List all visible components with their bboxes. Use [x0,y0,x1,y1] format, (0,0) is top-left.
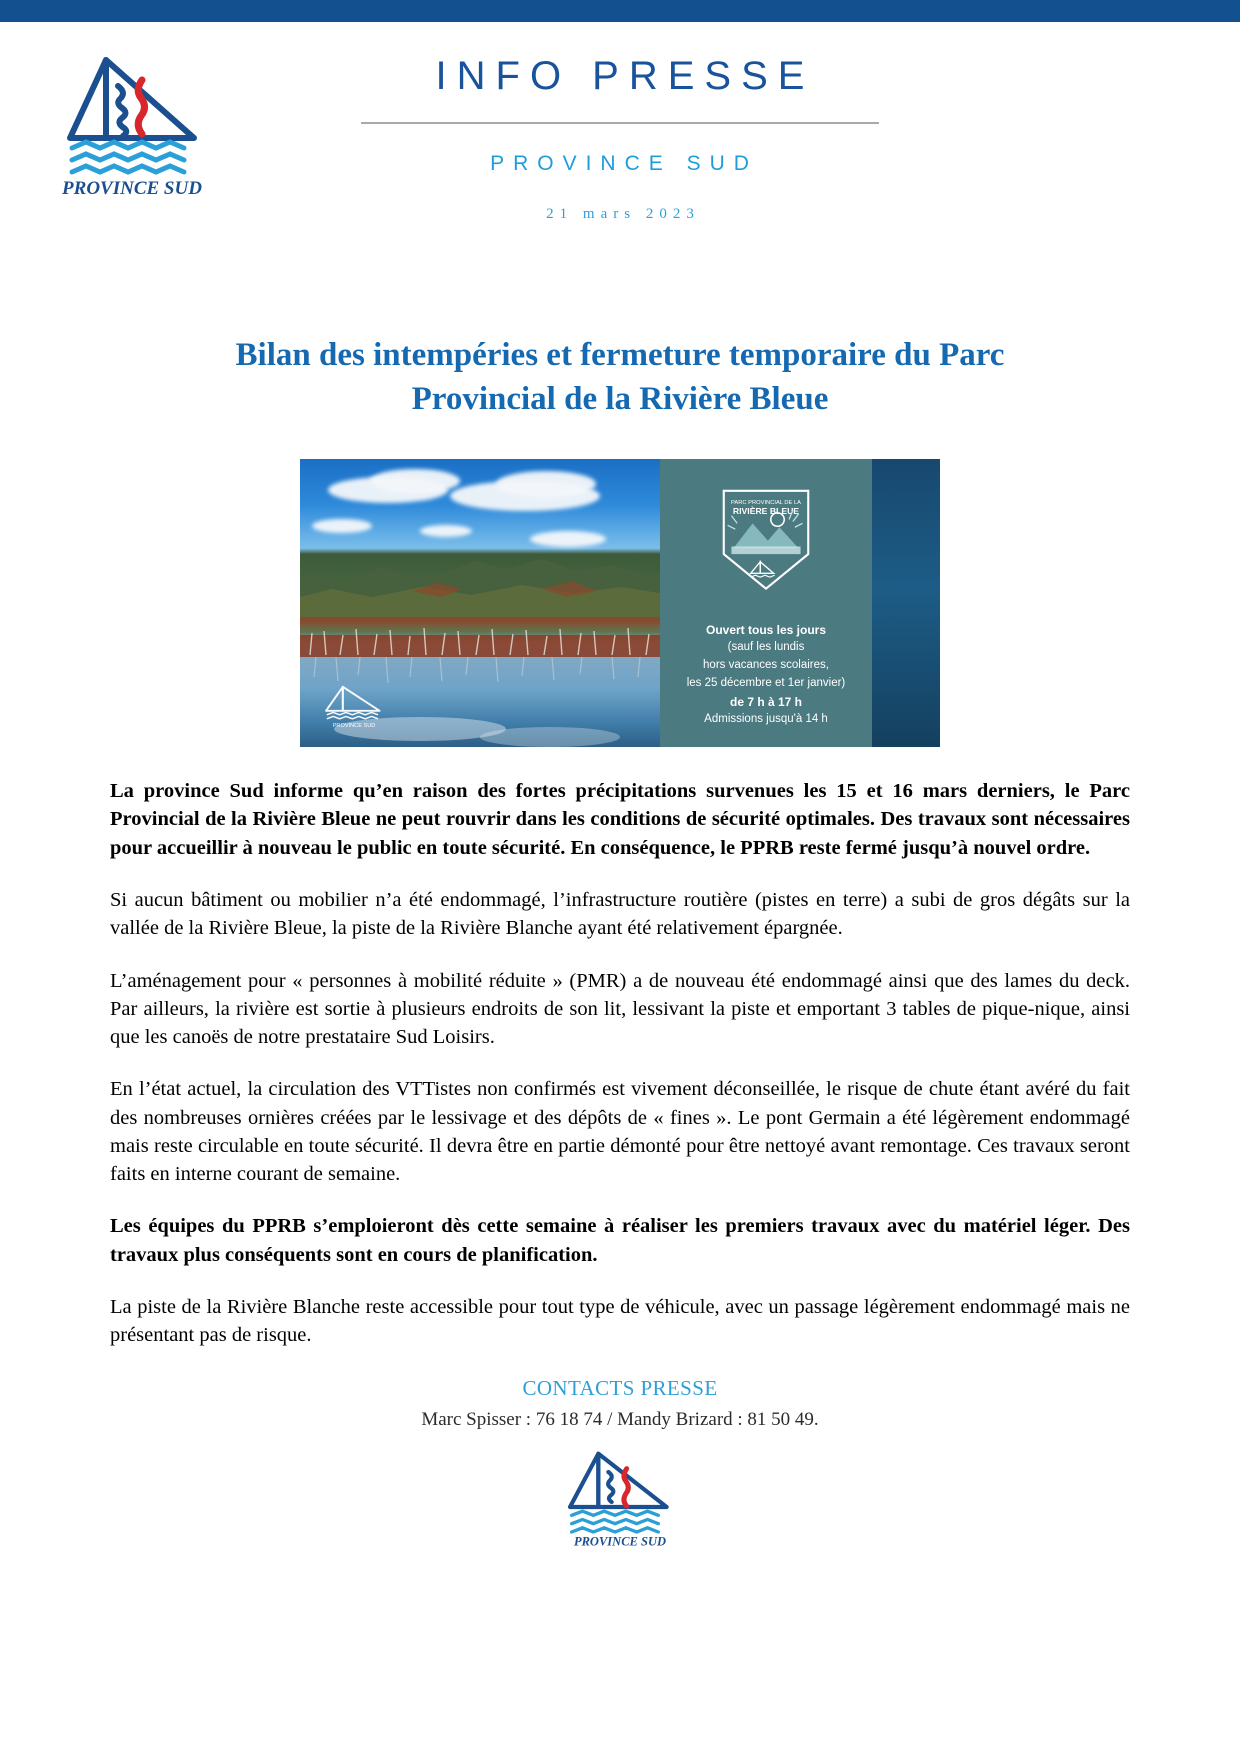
page-title-line-2: Provincial de la Rivière Bleue [411,380,829,417]
cloud-shape [370,469,460,493]
province-sud-logo [62,50,202,198]
cloud-shape [530,531,606,547]
header-subtitle: PROVINCE SUD [490,152,758,175]
panel-line-3: hors vacances scolaires, [703,659,829,672]
crest-line-1: PARC PROVINCIAL DE LA [731,500,801,507]
park-info-panel [660,459,872,747]
panel-line-5: de 7 h à 17 h [729,694,803,709]
hero-figure [300,459,940,747]
paragraph: Si aucun bâtiment ou mobilier n’a été endommagé, l’infrastructure routière (pistes en terre) a subi de gros dégâts sur la vallée de la Rivière Bleue, la piste de la Rivière Blanche ayant été relativement épargnée. [110,888,1130,940]
paragraph: La piste de la Rivière Blanche reste accessible pour tout type de véhicule, avec un passage légèrement endommagé mais ne présentant pas de risque. [110,1296,1130,1347]
article-paragraphs [110,777,1130,1350]
mountain-ridge [300,547,660,617]
info-presse-title: INFO PRESSE [435,54,815,98]
park-hours-text [660,621,872,729]
footer-province-sud-logo-icon [560,1447,680,1547]
footer-logo-wordmark: PROVINCE SUD [573,1533,667,1547]
panel-line-2: (sauf les lundis [727,641,805,654]
logo-wordmark: PROVINCE SUD [62,178,202,198]
park-crest-icon [718,485,814,593]
paragraph: En l’état actuel, la circulation des VTTistes non confirmés est vivement déconseillée, le risque de chute étant avéré du fait des nombreuses ornières créées par le lessivage et des dépôts de « fines ». Le pont Germain a été légèrement endommagé mais reste circulable en toute sécurité. Il devra être en partie démonté pour être nettoyé avant remontage. Ces travaux seront faits en interne courant de semaine. [110,1078,1130,1186]
cloud-shape [420,525,472,537]
press-contacts [110,1376,1130,1552]
photo-right-edge [872,459,940,747]
contacts-details: Marc Spisser : 76 18 74 / Mandy Brizard : 81 50 49. [421,1408,819,1430]
top-blue-band [0,0,1240,22]
document-body [110,242,1130,1552]
page-title-line-1: Bilan des intempéries et fermeture temporaire du Parc [235,337,1005,373]
panel-line-4: les 25 décembre et 1er janvier) [686,676,846,689]
photo-logo-wordmark: PROVINCE SUD [332,722,376,729]
park-landscape-photo [300,459,660,747]
panel-line-6: Admissions jusqu'à 14 h [704,713,828,726]
page-header [0,22,1240,242]
header-divider [361,122,879,124]
cloud-shape [496,471,596,497]
paragraph: Les équipes du PPRB s’emploieront dès cette semaine à réaliser les premiers travaux avec du matériel léger. Des travaux plus conséquents sont en cours de planification. [110,1215,1130,1266]
header-date: 21 mars 2023 [546,206,700,222]
page-title [170,334,1070,421]
contacts-title: CONTACTS PRESSE [522,1375,718,1400]
province-sud-logo-icon [62,50,202,198]
photo-province-sud-logo-icon [322,683,386,729]
cloud-shape [312,519,372,533]
crest-line-2: RIVIÈRE BLEUE [732,505,800,516]
paragraph: L’aménagement pour « personnes à mobilité réduite » (PMR) a de nouveau été endommagé ainsi que des lames du deck. Par ailleurs, la rivière est sortie à plusieurs endroits de son lit, lessivant la piste et emportant 3 tables de pique-nique, ainsi que les canoës de notre prestataire Sud Loisirs. [110,969,1130,1049]
paragraph: La province Sud informe qu’en raison des fortes précipitations survenues les 15 et 16 mars derniers, le Parc Provincial de la Rivière Bleue ne peut rouvrir dans les conditions de sécurité optimales. Des travaux sont nécessaires pour accueillir à nouveau le public en toute sécurité. En conséquence, le PPRB reste fermé jusqu’à nouvel ordre. [110,780,1130,859]
panel-line-1: Ouvert tous les jours [705,622,827,637]
dead-trees-band [300,617,660,657]
